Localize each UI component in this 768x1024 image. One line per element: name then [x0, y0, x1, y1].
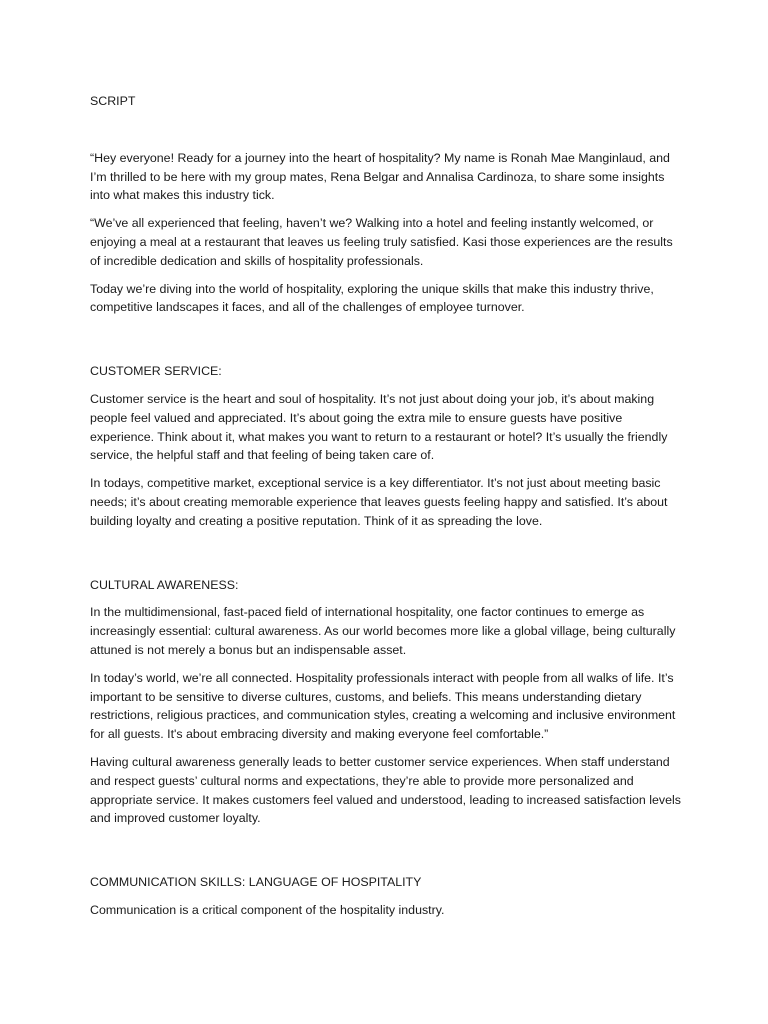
intro-paragraph: “Hey everyone! Ready for a journey into the heart of hospitality? My name is Ronah Mae Manginlaud, and I’m thrilled to be here with my group mates, Rena Belgar and Annalisa Cardinoza, to share some insights into what makes this industry tick. — [90, 150, 670, 203]
document-title: SCRIPT — [90, 94, 136, 108]
section-paragraph: In todays, competitive market, exceptional service is a key differentiator. It’s not just about meeting basic needs; it’s about creating memorable experience that leaves guests feeling happy and satisfied. It’s about building loyalty and creating a positive reputation. Think of it as spreading the love. — [90, 476, 668, 528]
section-paragraph: In the multidimensional, fast-paced field of international hospitality, one factor continues to emerge as increasingly essential: cultural awareness. As our world becomes more like a global village, being culturally attuned is not merely a bonus but an indispensable asset. — [90, 605, 676, 657]
intro-paragraph: “We’ve all experienced that feeling, haven’t we? Walking into a hotel and feeling instantly welcomed, or enjoying a meal at a restaurant that leaves us feeling truly satisfied. Kasi those experiences are the results of incredible dedication and skills of hospitality professionals. — [90, 216, 673, 268]
section-paragraph: Having cultural awareness generally leads to better customer service experiences. When staff understand and respect guests’ cultural norms and expectations, they’re able to provide more personalized and appropriate service. It makes customers feel valued and understood, leading to increased satisfaction levels and improved customer loyalty. — [90, 754, 681, 826]
document-body — [90, 92, 686, 929]
section-paragraph: Communication is a critical component of the hospitality industry. — [90, 902, 445, 917]
section-paragraph: In today’s world, we’re all connected. Hospitality professionals interact with people from all walks of life. It’s important to be sensitive to diverse cultures, customs, and beliefs. This means understanding dietary restrictions, religious practices, and communication styles, creating a welcoming and inclusive environment for all guests. It's about embracing diversity and making everyone feel comfortable.” — [90, 670, 676, 742]
section-heading-cultural-awareness: CULTURAL AWARENESS: — [90, 577, 239, 592]
section-heading-communication-skills: COMMUNICATION SKILLS: LANGUAGE OF HOSPITALITY — [90, 875, 422, 890]
section-heading-customer-service: CUSTOMER SERVICE: — [90, 364, 222, 379]
section-spacer — [90, 540, 686, 576]
intro-paragraph: Today we’re diving into the world of hospitality, exploring the unique skills that make this industry thrive, competitive landscapes it faces, and all of the challenges of employee turnover. — [90, 281, 654, 315]
section-spacer — [90, 326, 686, 362]
section-spacer — [90, 837, 686, 873]
section-paragraph: Customer service is the heart and soul of hospitality. It’s not just about doing your job, it’s about making people feel valued and appreciated. It’s about going the extra mile to ensure guests have positive experience. Think about it, what makes you want to return to a restaurant or hotel? It’s usually the friendly service, the helpful staff and that feeling of being taken care of. — [90, 391, 668, 463]
